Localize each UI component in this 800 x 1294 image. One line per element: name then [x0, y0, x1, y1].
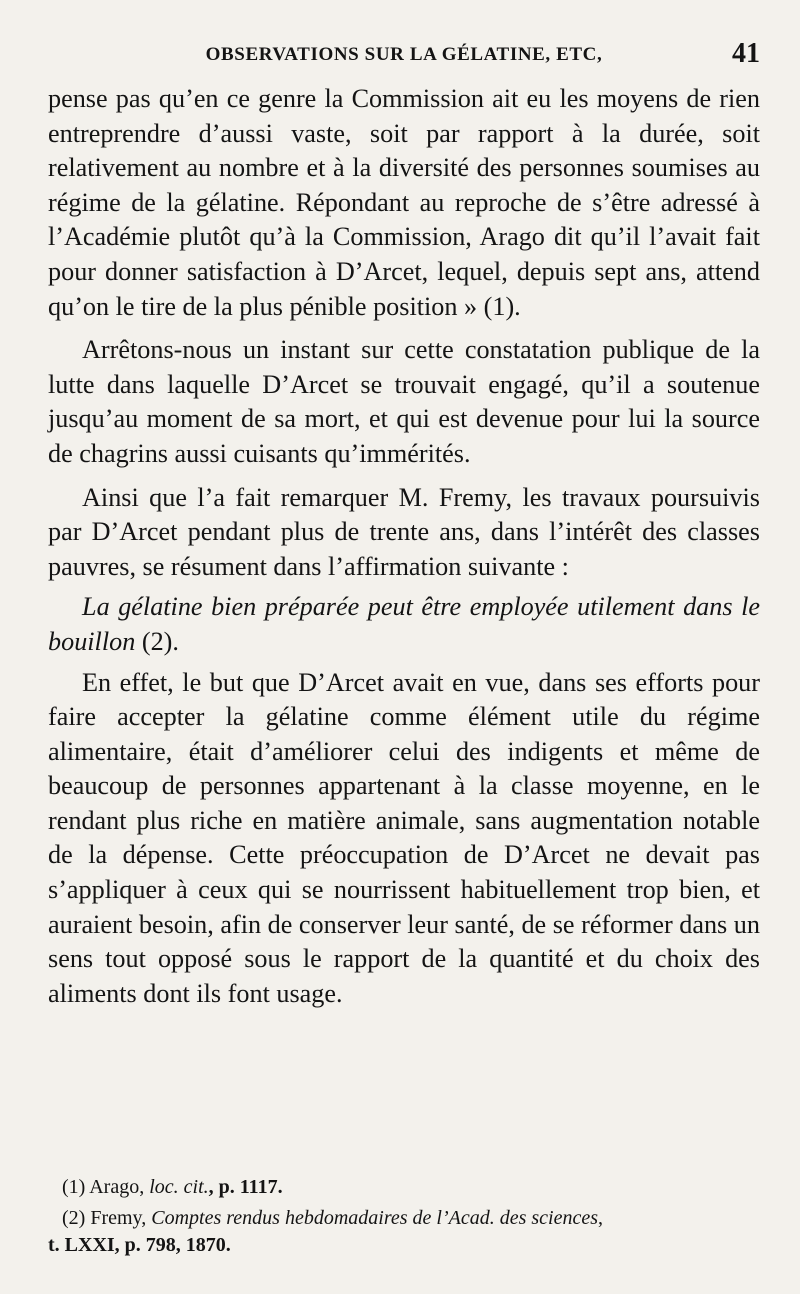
page-number: 41: [732, 38, 760, 69]
book-page: [48, 38, 760, 1268]
footnotes: [48, 1174, 760, 1263]
footnote-1-author: Arago,: [85, 1176, 150, 1198]
footnote-2: [48, 1205, 760, 1232]
footnote-2-continuation: t. LXXI, p. 798, 1870.: [48, 1234, 231, 1256]
running-head: OBSERVATIONS SUR LA GÉLATINE, ETC,: [205, 44, 603, 65]
footnote-1-page: , p. 1117.: [208, 1176, 283, 1198]
footnote-2-mark: (2): [62, 1207, 86, 1229]
paragraph-5: En effet, le but que D’Arcet avait en vue, dans ses efforts pour faire accepter la gélatine comme élément utile du régime alimentaire, était d’améliorer celui des indigents et même de beaucoup de personnes appartenant à la classe moyenne, en le rendant plus riche en matière animale, sans augmentation notable de la dépense. Cette préoccupation de D’Arcet ne devait pas s’appliquer à ceux qui se nourrissent habituellement trop bien, et auraient besoin, afin de conserver leur santé, de se réformer dans un sens tout opposé sous le rapport de la quantité et du choix des aliments dont ils font usage.: [48, 667, 760, 1008]
footnote-1-italic: loc. cit.: [149, 1176, 209, 1198]
footnote-ref-2: (2).: [135, 626, 179, 656]
italic-statement: La gélatine bien préparée peut être employée utilement dans le bouillon: [48, 592, 760, 656]
footnote-2-italic: Comptes rendus hebdomadaires de l’Acad. des sciences: [151, 1207, 599, 1229]
paragraph-3: Ainsi que l’a fait remarquer M. Fremy, les travaux poursuivis par D’Arcet pendant plus de trente ans, dans l’intérêt des classes pauvres, se résument dans l’affirmation suivante :: [48, 482, 760, 581]
paragraph-1: pense pas qu’en ce genre la Commission ait eu les moyens de rien entreprendre d’aussi vaste, soit par rapport à la durée, soit relativement au nombre et à la diversité des personnes soumises au régime de la gélatine. Répondant au reproche de s’être adressé à l’Académie plutôt qu’à la Commission, Arago dit qu’il l’avait fait pour donner satisfaction à D’Arcet, lequel, depuis sept ans, attend qu’on le tire de la plus pénible position » (1).: [48, 84, 760, 321]
page-header: [48, 38, 760, 82]
footnote-1-mark: (1): [62, 1176, 86, 1198]
paragraph-4: [48, 590, 760, 659]
body-text: [48, 82, 760, 1011]
footnote-1: [48, 1174, 760, 1201]
paragraph-2: Arrêtons-nous un instant sur cette constatation publique de la lutte dans laquelle D’Arcet se trouvait engagé, qu’il a soutenue jusqu’au moment de sa mort, et qui est devenue pour lui la source de chagrins aussi cuisants qu’immérités.: [48, 335, 760, 468]
footnote-2-author: Fremy,: [85, 1207, 152, 1229]
footnote-2-comma: ,: [598, 1207, 604, 1229]
